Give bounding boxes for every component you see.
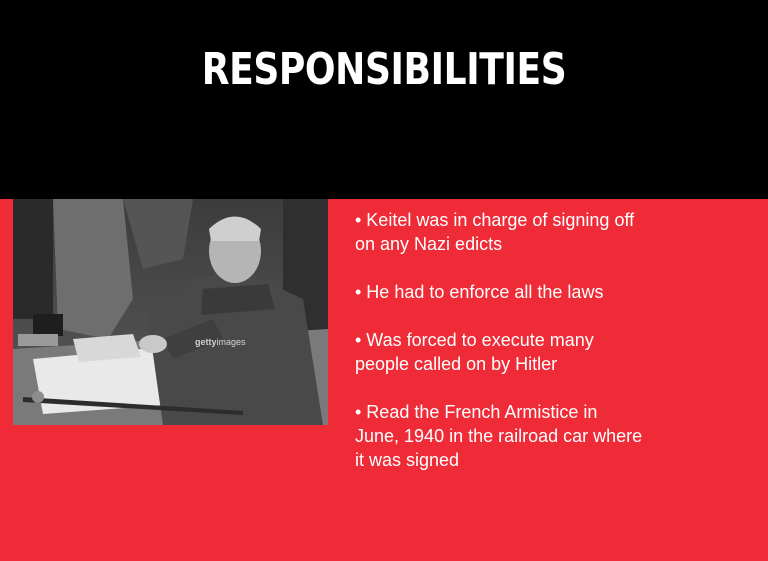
- historical-photo: [13, 199, 328, 425]
- bullet-item: • Was forced to execute many people called on by Hitler: [355, 330, 594, 374]
- slide-title: RESPONSIBILITIES: [201, 44, 567, 95]
- bullet-item: • Keitel was in charge of signing off on any Nazi edicts: [355, 210, 635, 254]
- photo-illustration: [13, 199, 328, 425]
- bullet-list: [355, 208, 645, 496]
- header-band: [0, 0, 768, 199]
- bullet-item: • Read the French Armistice in June, 1940 in the railroad car where it was signed: [355, 402, 643, 470]
- bullet-item: • He had to enforce all the laws: [355, 282, 604, 302]
- getty-watermark: gettyimages: [195, 337, 246, 347]
